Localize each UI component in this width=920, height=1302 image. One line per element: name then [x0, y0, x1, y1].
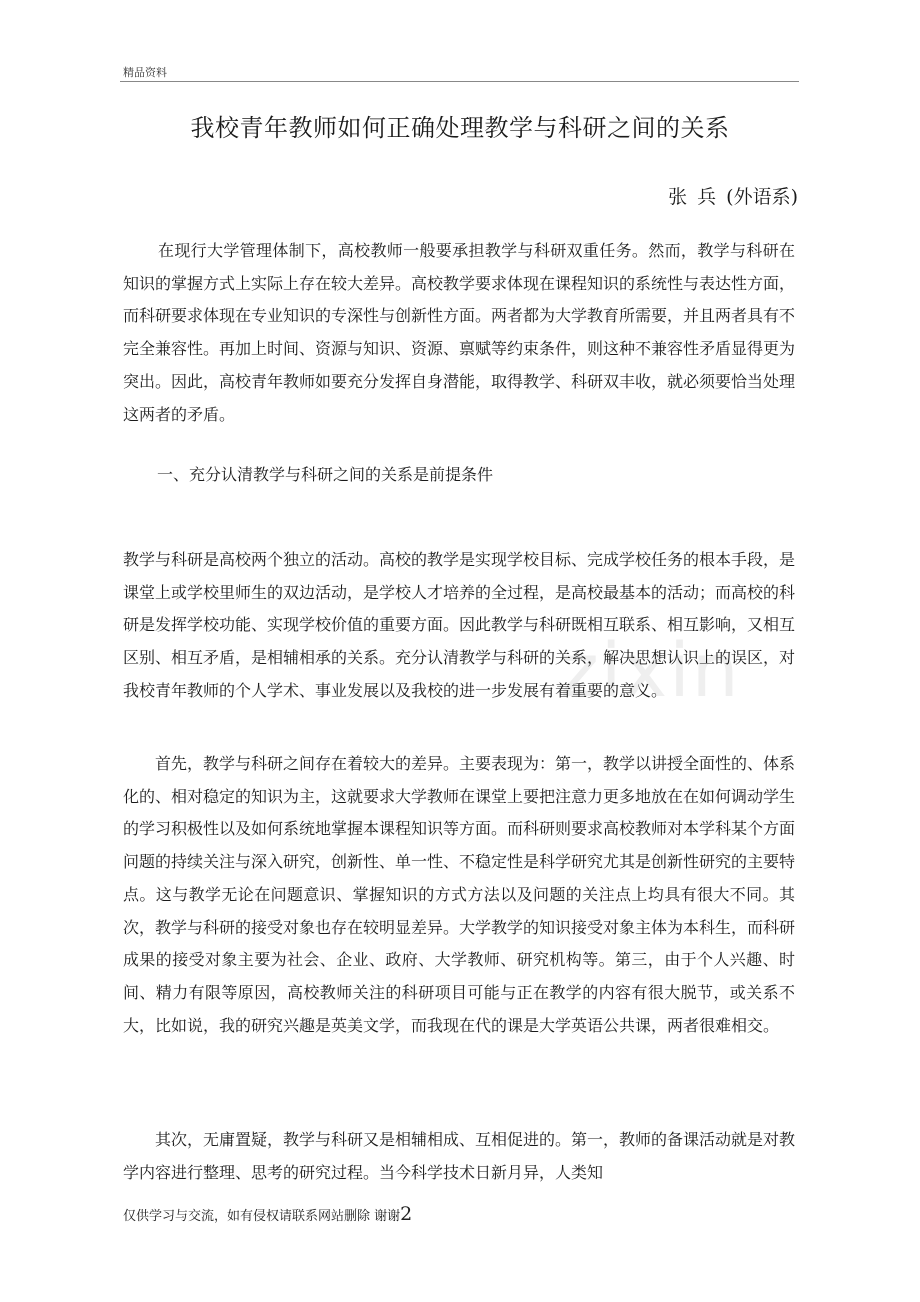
footer-text: 仅供学习与交流，如有侵权请联系网站删除 谢谢 — [123, 1209, 401, 1224]
watermark: zixin — [560, 628, 741, 714]
section-heading: 一、充分认清教学与科研之间的关系是前提条件 — [157, 465, 494, 484]
document-title: 我校青年教师如何正确处理教学与科研之间的关系 — [190, 114, 730, 142]
paragraph: 教学与科研是高校两个独立的活动。高校的教学是实现学校目标、完成学校任务的根本手段，是课堂上或学校里师生的双边活动，是学校人才培养的全过程，是高校最基本的活动；而高校的科研是发挥学校功能、实现学校价值的重要方面。因此教学与科研既相互联系、相互影响，又相互区别、相互矛盾，是相辅相承的关系。充分认清教学与科研的关系，解决思想认识上的误区，对我校青年教师的个人学术、事业发展以及我校的进一步发展有着重要的意义。 — [123, 550, 796, 700]
author-line — [668, 181, 798, 213]
footer — [123, 1202, 412, 1229]
paragraph: 在现行大学管理体制下，高校教师一般要承担教学与科研双重任务。然而，教学与科研在知识的掌握方式上实际上存在较大差异。高校教学要求体现在课程知识的系统性与表达性方面，而科研要求体现在专业知识的专深性与创新性方面。两者都为大学教育所需要，并且两者具有不完全兼容性。再加上时间、资源与知识、资源、禀赋等约束条件，则这种不兼容性矛盾显得更为突出。因此，高校青年教师如要充分发挥自身潜能，取得教学、科研双丰收，就必须要恰当处理这两者的矛盾。 — [123, 241, 796, 424]
author-department: (外语系) — [726, 186, 798, 208]
page-number: 2 — [400, 1203, 413, 1225]
author-name: 张兵 — [668, 186, 727, 208]
header-divider — [120, 81, 799, 82]
paragraph: 首先，教学与科研之间存在着较大的差异。主要表现为：第一，教学以讲授全面性的、体系化的、相对稳定的知识为主，这就要求大学教师在课堂上要把注意力更多地放在在如何调动学生的学习积极性以及如何系统地掌握本课程知识等方面。而科研则要求高校教师对本学科某个方面问题的持续关注与深入研究，创新性、单一性、不稳定性是科学研究尤其是创新性研究的主要特点。这与教学无论在问题意识、掌握知识的方式方法以及问题的关注点上均具有很大不同。其次，教学与科研的接受对象也存在较明显差异。大学教学的知识接受对象主体为本科生，而科研成果的接受对象主要为社会、企业、政府、大学教师、研究机构等。第三，由于个人兴趣、时间、精力有限等原因，高校教师关注的科研项目可能与正在教学的内容有很大脱节，或关系不大，比如说，我的研究兴趣是英美文学，而我现在代的课是大学英语公共课，两者很难相交。 — [123, 754, 796, 1035]
header-label: 精品资料 — [123, 66, 167, 79]
paragraph: 其次，无庸置疑，教学与科研又是相辅相成、互相促进的。第一，教师的备课活动就是对教学内容进行整理、思考的研究过程。当今科学技术日新月异，人类知 — [123, 1130, 796, 1182]
